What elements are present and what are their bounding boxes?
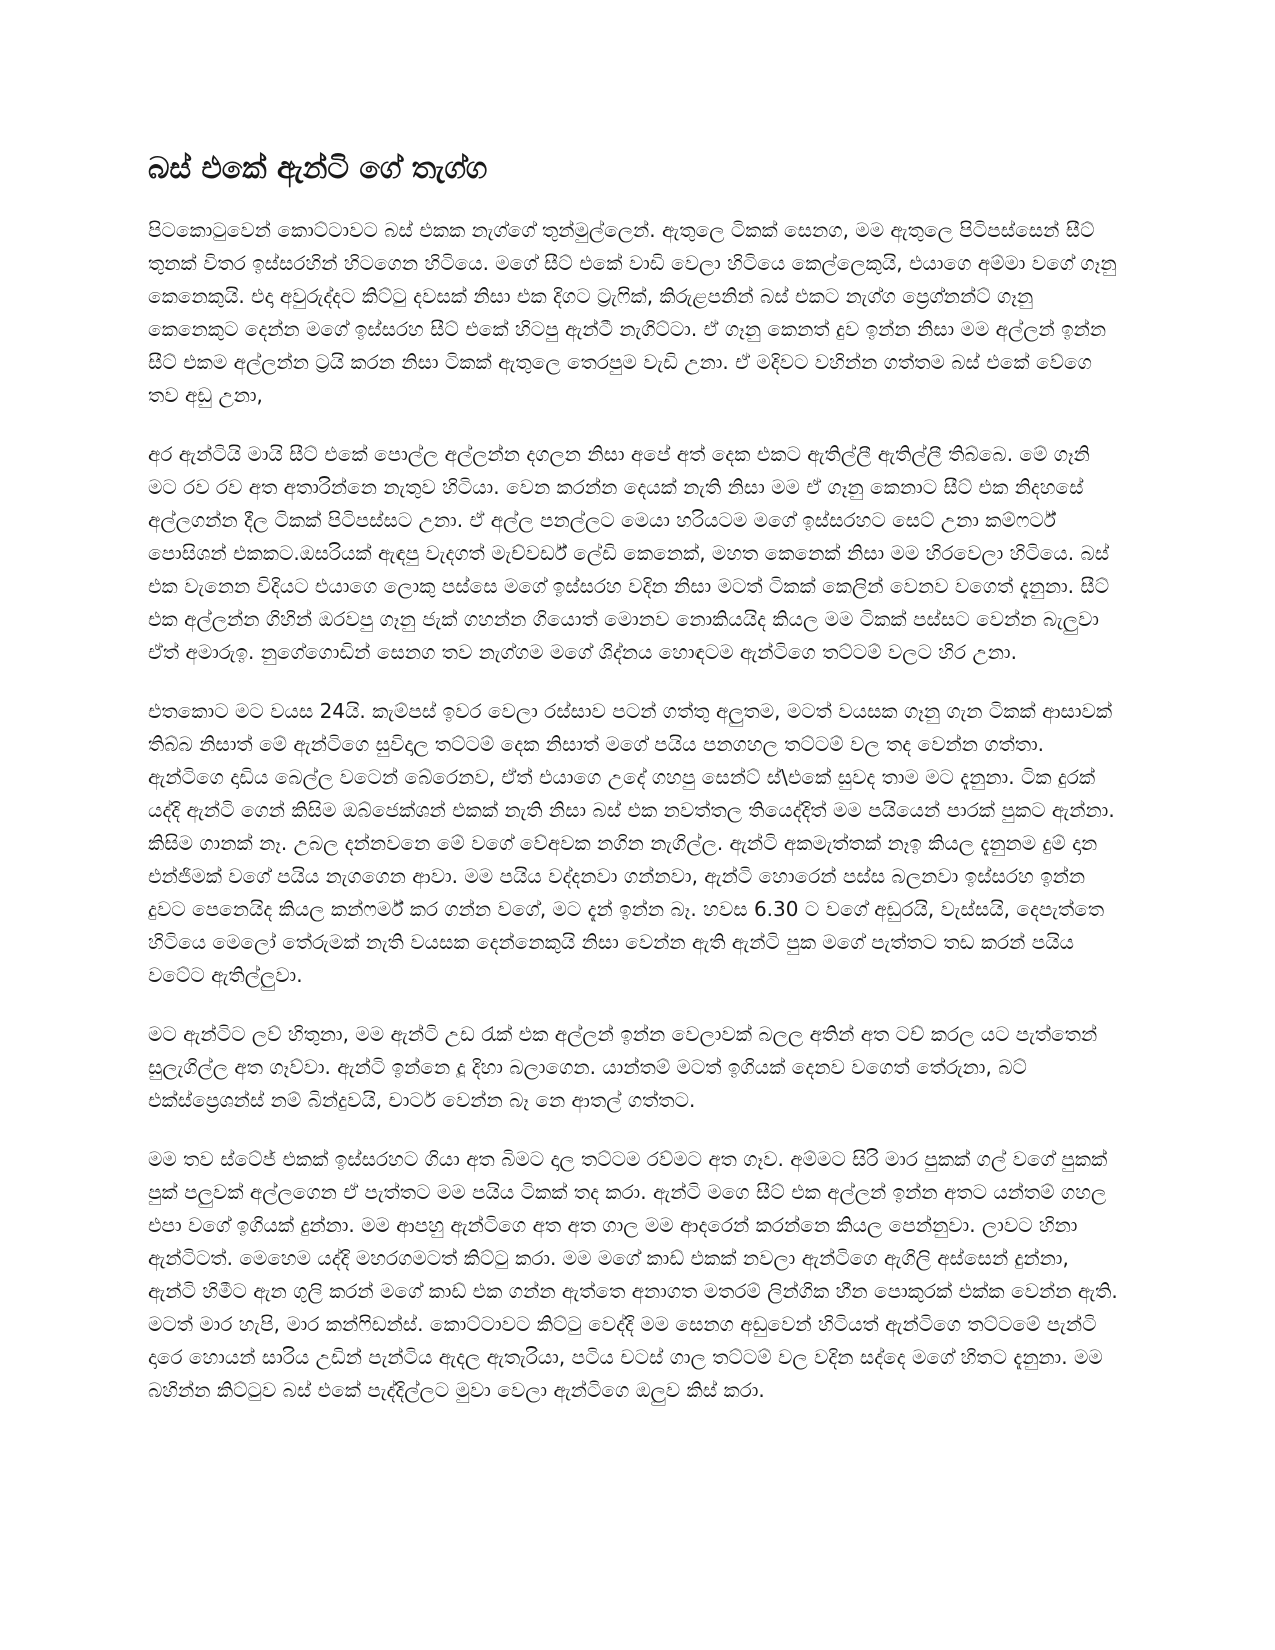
paragraph-5: මම තව ස්ටේජ් එකක් ඉස්සරහට ගියා අත බිමට දාල තට්ටම රව්මට අත ගෑව. අම්මට සිරි මාර පුකක් ගල් වගේ පුකක් පුක් පලුවක් අල්ලගෙන ඒ පැත්තට මම පයිය ටිකක් තද කරා. ඇන්ටි මගෙ සීට් එක අල්ලන් ඉන්න අතට යන්තම් ගහල එපා වගේ ඉගියක් දුන්නා. මම ආපහු ඇන්ටිගෙ අත අත ගාල මම ආදරෙන් කරන්නෙ කියල පෙන්නුවා. ලාවට හිනා ඇන්ටිටත්. මෙහෙම යද්දි මහරගමටත් කිට්ටු කරා. මම මගේ කාඩ් එකක් නවලා ඇන්ටිගෙ ඇගිලි අස්සෙන් දුන්නා, ඇන්ටි හිමීට ඇන ගුලි කරන් මගේ කාඩ් එක ගන්න ඇත්තෙ අනාගත මතරම් ලින්ගික හීන පොකුරක් එක්ක වෙන්න ඇති. මටත් මාර හැපි, මාර කන්ෆිඩන්ස්. කොට්ටාවට කිට්ටු වෙද්දි මම සෙනග අඩුවෙන් හිටියත් ඇන්ටිගෙ තට්ටමේ පැන්ටි දාරෙ හොයන් සාරිය උඩින් පැන්ටිය ඇදල ඇතැරියා, පටිය චටස් ගාල තට්ටම් වල වදින සද්දෙ මගේ හිතට දැනුනා. මම බහින්න කිට්ටුව බස් එකේ පැද්දිල්ලට මුවා වෙලා ඇන්ටිගෙ ඔලුව කිස් කරා. <box>148 1146 1118 1402</box>
paragraph-2: අර ඇන්ටියි මායි සීට් එකේ පොල්ල අල්ලන්න දගලන නිසා අපේ අත් දෙක එකට ඇතිල්ලී ඇතිල්ලී තිබ්බෙ. මේ ගෑනි මට රව රව අත අතාරින්නෙ නැතුව හිටියා. වෙන කරන්න දෙයක් නැති නිසා මම ඒ ගෑනු කෙනාට සීට් එක නිදහසේ අල්ලගන්න දීල ටිකක් පිටිපස්සට උනා. ඒ අල්ල පනල්ලට මෙයා හරියටම මගේ ඉස්සරහට සෙට් උනා කම්ෆර්ට් පොසිශන් එකකට.ඔසරියක් ඇඳපු වැදගත් මැච්වර්ඩ් ලේඩි කෙනෙක්, මහත කෙනෙක් නිසා මම හිරවෙලා හිටියෙ. බස් එක වැනෙන විදියට එයාගෙ ලොකු පස්සෙ මගේ ඉස්සරහ වදින නිසා මටත් ටිකක් කෙලින් වෙනව වගෙත් දැනුනා. සීට් එක අල්ලන්න ගිහින් ඔරවපු ගෑනු ජැක් ගහන්න ගියොත් මොනව නොකියයිද කියල මම ටිකක් පස්සට වෙන්න බැලුවා ඒත් අමාරුඉ. නුගේගොඩින් සෙනග තව නැග්ගම මගේ ශිද්නය හොඳටම ඇන්ටිගෙ තට්ටම් වලට හිර උනා. <box>148 441 1110 664</box>
document-page <box>148 150 1123 1433</box>
paragraph-4: මට ඇන්ටිට ලව් හිතුනා, මම ඇන්ටි උඩ රැක් එක අල්ලන් ඉන්න වෙලාවක් බලල අතින් අත ටච් කරල යට පැත්තෙන් සුලැගිල්ල අත ගෑව්වා. ඇන්ටි ඉන්නෙ දූ දිහා බලාගෙන. යාන්තම් මටත් ඉගියක් දෙනව වගෙත් තේරුනා, බට් එක්ස්ප්‍රෙශන්ස් නම් බින්දුවයි, චාටර් වෙන්න බෑ නෙ ආතල් ගත්තට. <box>148 1021 1098 1112</box>
paragraph-3: එතකොට මට වයස 24යි. කැම්පස් ඉවර වෙලා රස්සාව පටන් ගත්තු අලුතම, මටත් වයසක ගෑනු ගැන ටිකක් ආසාවක් තිබ්බ නිසාත් මේ ඇන්ටිගෙ සුවිදාල තට්ටම් දෙක නිසාත් මගේ පයිය පනගහල තට්ටම් වල තද වෙන්න ගත්තා. ඇන්ටිගෙ දාඩිය බෙල්ල වටෙන් බේරෙනව, ඒත් එයාගෙ උදේ ගහපු සෙන්ට් ස්\එකේ සුවද තාම මට දැනුනා. ටික දුරක් යද්දි ඇන්ටි ගෙන් කිසිම ඔබ්ජෙක්ශන් එකක් නැති නිසා බස් එක නවත්තල තියෙද්දිත් මම පයියෙන් පාරක් පුකට ඇන්නා. කිසිම ගානක් නෑ. උබල දන්නවනෙ මේ වගේ වේඅවක නගින නැගිල්ල. ඇන්ටි අකමැත්තක් නෑඉ කියල දැනුනම දුම් දාන එන්ජිමක් වගේ පයිය නැගගෙන ආවා. මම පයිය වද්දනවා ගන්නවා, ඇන්ටි හොරෙන් පස්ස බලනවා ඉස්සරහ ඉන්න දුවට පෙනෙයිද කියල කන්ෆර්ම් කර ගන්න වගේ, මට දැන් ඉන්න බෑ. හවස 6.30 ට වගේ අඩුරයි, වැස්සයි, දෙපැත්තෙ හිටියෙ මෙලෝ තේරුමක් නැති වයසක දෙන්නෙකුයි නිසා වෙන්න ඇති ඇන්ටි පුක මගේ පැත්තට තඩ කරන් පයිය වටේට ඇතිල්ලුවා. <box>148 698 1115 987</box>
document-title: බස් එකේ ඇන්ටි ගේ තැග්ග <box>148 151 488 186</box>
paragraph-1: පිටකොටුවෙන් කොට්ටාවට බස් එකක නැග්ගේ තුන්මුල්ලෙන්. ඇතුලෙ ටිකක් සෙනග, මම ඇතුලෙ පිටිපස්සෙන් සීට් තුනක් විතර ඉස්සරහින් හිටගෙන හිටියෙ. මගේ සීට් එකේ වාඩි වෙලා හිටියෙ කෙල්ලෙකුයි, එයාගෙ අම්මා වගේ ගෑනු කෙනෙකුයි. එදා අවුරුද්දට කිට්ටු දවසක් නිසා එක දිගට ට්‍රැෆික්, කිරුළපනින් බස් එකට නැග්ග ප්‍රෙග්නන්ට් ගෑනු කෙනෙකුට දෙන්න මගේ ඉස්සරහ සීට් එකේ හිටපු ඇන්ටී නැගිට්ටා. ඒ ගෑනු කෙනත් දුව ඉන්න නිසා මම අල්ලන් ඉන්න සීට් එකම අල්ලන්න ට්‍රයි කරන නිසා ටිකක් ඇතුලෙ තෙරපුම වැඩි උනා. ඒ මදිවට වහින්න ගත්තම බස් එකේ වේගෙ තව අඩු උනා, <box>148 217 1117 407</box>
